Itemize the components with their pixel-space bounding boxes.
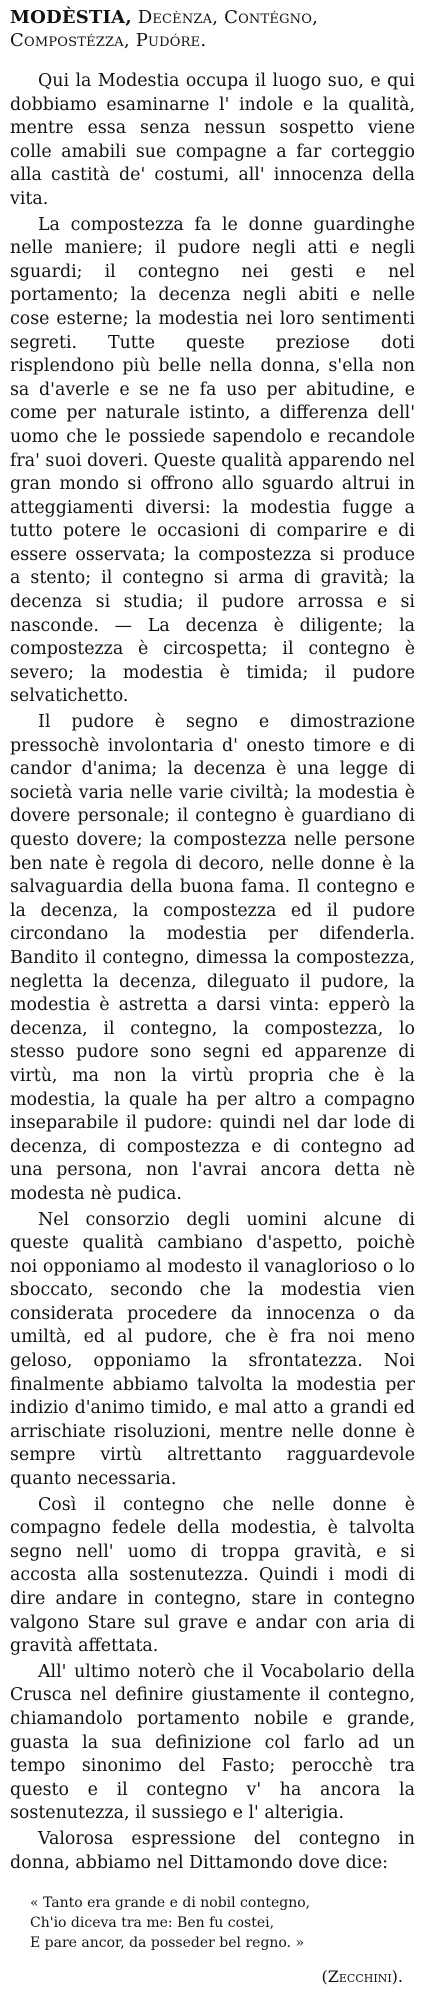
paragraph: Valorosa espressione del contegno in donna, abbiamo nel Dittamondo dove dice: [10, 1828, 415, 1873]
article-body [10, 70, 415, 1875]
paragraph: Qui la Modestia occupa il luogo suo, e qui dobbiamo esaminarne l' indole e la qualità, mentre essa senza nessun sospetto viene colle amabili sue compagne a far corteggio alla castità de' costumi, all' innocenza della vita. [10, 71, 415, 209]
quote-line: Ch'io diceva tra me: Ben fu costei, [30, 1915, 275, 1932]
article-title-word: MODÈSTIA, [10, 7, 132, 28]
paragraph: All' ultimo noterò che il Vocabolario della Crusca nel definire giustamente il contegno, chiamandolo portamento nobile e grande, guasta la sua definizione col farlo ad un tempo sinonimo del Fasto; perocchè tra questo e il contegno v' ha ancora la sostenutezza, il sussiego e l' alterigia. [10, 1661, 415, 1824]
paragraph: Così il contegno che nelle donne è compagno fedele della modestia, è talvolta segno nell' uomo di troppa gravità, e si accosta alla sostenutezza. Quindi i modi di dire andare in contegno, stare in contegno valgono Stare sul grave e andar con aria di gravità affettata. [10, 1494, 415, 1657]
paragraph: La compostezza fa le donne guardinghe nelle maniere; il pudore negli atti e negli sguardi; il contegno nei gesti e nel portamento; la decenza negli abiti e nelle cose esterne; la modestia nei loro sentimenti segreti. Tutte queste preziose doti risplendono più belle nella donna, s'ella non sa d'averle e se ne fa uso per abitudine, e come per naturale istinto, a differenza dell' uomo che le possiede sapendolo e recandole fra' suoi doveri. Queste qualità apparendo nel gran mondo si offrono allo sguardo altrui in atteggiamenti diversi: la modestia fugge a tutto potere le occasioni di comparire e di essere osservata; la compostezza si produce a stento; il contegno si arma di gravità; la decenza si studia; il pudore arrossa e si nasconde. — La decenza è diligente; la compostezza è circospetta; il contegno è severo; la modestia è timida; il pudore selvatichetto. [10, 214, 415, 707]
paragraph: Nel consorzio degli uomini alcune di queste qualità cambiano d'aspetto, poichè noi opponiamo al modesto il vanaglorioso o lo sboccato, secondo che la modestia vien considerata procedere da innocenza o da umiltà, ed al pudore, che è fra noi meno geloso, opponiamo la sfrontatezza. Noi finalmente abbiamo talvolta la modestia per indizio d'animo timido, e mal atto a grandi ed arrischiate risoluzioni, mentre nelle donne è sempre virtù altrettanto ragguardevole quanto necessaria. [10, 1209, 415, 1490]
author-signature: (Zecchini). [321, 1967, 403, 1987]
quote-line: E pare ancor, da posseder bel regno. » [30, 1935, 305, 1952]
article-heading [10, 6, 415, 52]
quote-line: « Tanto era grande e di nobil contegno, [30, 1895, 311, 1912]
verse-quote [30, 1893, 415, 1953]
paragraph: Il pudore è segno e dimostrazione pressochè involontaria d' onesto timore e di candor d'anima; la decenza è una legge di società varia nelle varie civiltà; la modestia è dovere personale; il contegno è guardiano di questo dovere; la compostezza nelle persone ben nate è regola di decoro, nelle donne è la salvaguardia della buona fama. Il contegno e la decenza, la compostezza ed il pudore circondano la modestia per difenderla. Bandito il contegno, dimessa la compostezza, negletta la decenza, dileguato il pudore, la modestia è astretta a darsi vinta: epperò la decenza, il contegno, la compostezza, lo stesso pudore sono segni ed apparenze di virtù, ma non la virtù propria che è la modestia, la quale ha per altro a compagno inseparabile il pudore: quindi nel dar lode di decenza, di compostezza e di contegno ad una persona, non l'avrai ancora detta nè modesta nè pudica. [10, 712, 415, 1204]
article-title-rest: Decènza, Contégno, Compostézza, Pudóre. [10, 7, 319, 51]
